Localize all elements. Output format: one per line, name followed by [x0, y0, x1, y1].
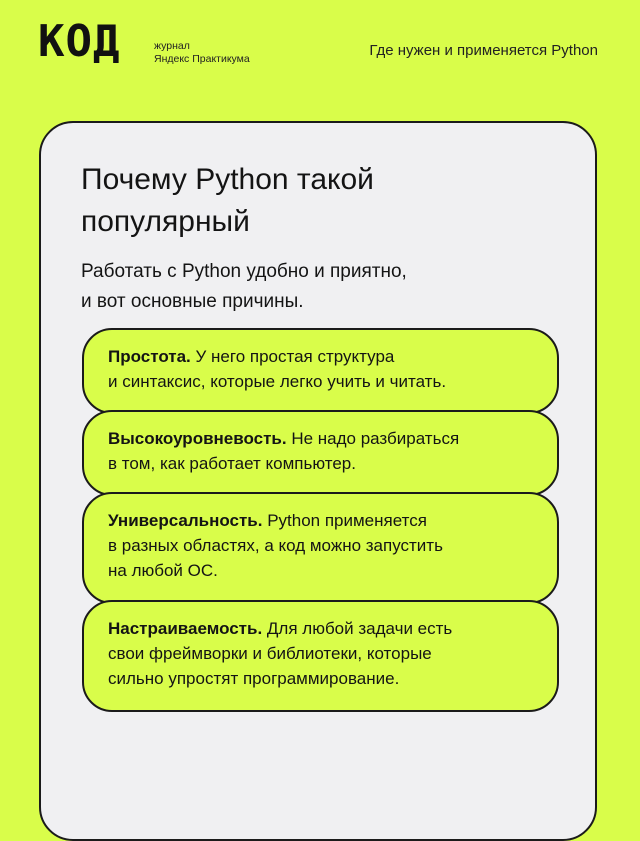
- reason-term: Простота.: [108, 347, 191, 366]
- reason-text-line1: Не надо разбираться: [286, 429, 460, 448]
- reason-item-high-level: [82, 410, 559, 496]
- reason-term: Настраиваемость.: [108, 619, 263, 638]
- logo-subtitle: [154, 40, 250, 66]
- logo-subtitle-line2: Яндекс Практикума: [154, 53, 250, 65]
- logo-subtitle-line1: журнал: [154, 40, 190, 52]
- card-subtitle-line1: Работать с Python удобно и приятно,: [81, 261, 407, 282]
- reason-text-line2: в разных областях, а код можно запустить: [108, 536, 443, 555]
- reason-item-customizability: [82, 600, 559, 712]
- reason-text-line1: У него простая структура: [190, 347, 395, 366]
- reason-term: Высокоуровневость.: [108, 429, 287, 448]
- reason-term: Универсальность.: [108, 511, 263, 530]
- reason-item-universality: [82, 492, 559, 604]
- reason-text-line2: и синтаксис, которые легко учить и читать.: [108, 372, 447, 391]
- card-subtitle: [81, 257, 561, 317]
- reason-text-line3: на любой ОС.: [108, 561, 218, 580]
- reason-text-line2: в том, как работает компьютер.: [108, 454, 356, 473]
- card-title-line1: Почему Python такой: [81, 163, 374, 196]
- reason-text-line1: Python применяется: [262, 511, 427, 530]
- card-title-line2: популярный: [81, 205, 250, 238]
- logo: КОД: [38, 16, 121, 67]
- header: [0, 0, 640, 100]
- info-card: [39, 121, 597, 841]
- card-subtitle-line2: и вот основные причины.: [81, 291, 304, 312]
- reason-text-line2: свои фреймворки и библиотеки, которые: [108, 644, 432, 663]
- header-title: Где нужен и применяется Python: [369, 42, 598, 59]
- reason-text-line3: сильно упростят программирование.: [108, 669, 400, 688]
- card-title: [81, 159, 561, 243]
- reason-item-simplicity: [82, 328, 559, 414]
- reason-text-line1: Для любой задачи есть: [262, 619, 453, 638]
